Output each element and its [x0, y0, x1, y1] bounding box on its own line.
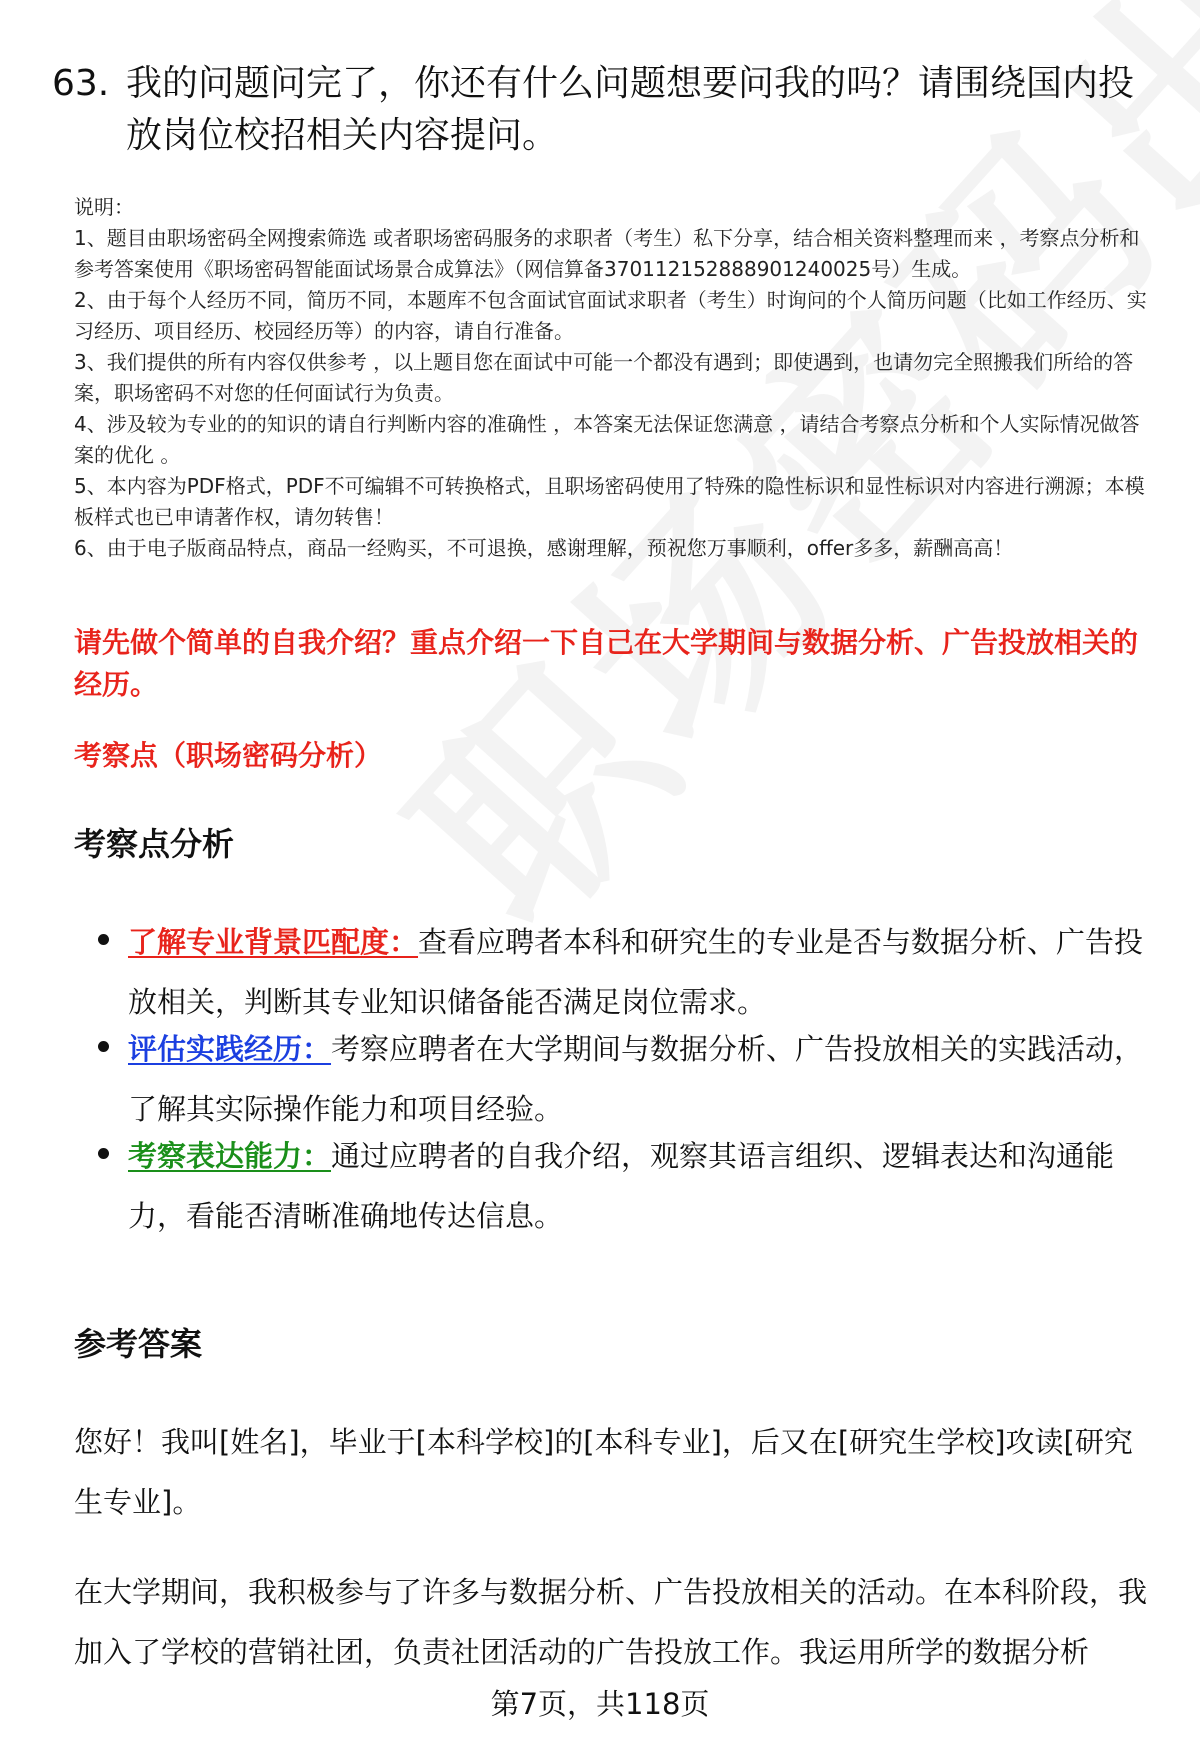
notes-item: 2、由于每个人经历不同，简历不同，本题库不包含面试官面试求职者（考生）时询问的个人简历问题（比如工作经历、实习经历、项目经历、校园经历等）的内容，请自行准备。 — [74, 288, 1147, 343]
bullet-dot — [98, 934, 109, 945]
bullet-body — [128, 1126, 1148, 1246]
bullet-lead: 了解专业背景匹配度： — [128, 925, 419, 959]
bullet-text: 考察应聘者在大学期间与数据分析、广告投放相关的实践活动，了解其实际操作能力和项目经验。 — [128, 1032, 1144, 1126]
analysis-heading: 考察点分析 — [74, 825, 235, 863]
bullet-text: 通过应聘者的自我介绍，观察其语言组织、逻辑表达和沟通能力，看能否清晰准确地传达信息。 — [128, 1139, 1115, 1233]
bullet-lead: 评估实践经历： — [128, 1032, 332, 1066]
analysis-label: 考察点（职场密码分析） — [74, 739, 383, 772]
notes-item: 5、本内容为PDF格式，PDF不可编辑不可转换格式，且职场密码使用了特殊的隐性标识和显性标识对内容进行溯源；本模板样式也已申请著作权，请勿转售！ — [74, 474, 1145, 529]
bullet-text: 查看应聘者本科和研究生的专业是否与数据分析、广告投放相关，判断其专业知识储备能否满足岗位需求。 — [128, 925, 1144, 1019]
question-text: 我的问题问完了，你还有什么问题想要问我的吗？请围绕国内投放岗位校招相关内容提问。 — [126, 63, 1135, 156]
notes-item: 6、由于电子版商品特点，商品一经购买，不可退换，感谢理解，预祝您万事顺利，offer多多，薪酬高高！ — [74, 536, 1014, 560]
notes-title: 说明： — [74, 195, 134, 219]
bullet-dot — [98, 1041, 109, 1052]
notes-item: 4、涉及较为专业的的知识的请自行判断内容的准确性 ，本答案无法保证您满意 ，请结合考察点分析和个人实际情况做答案的优化 。 — [74, 412, 1140, 467]
notes-item: 3、我们提供的所有内容仅供参考 ，以上题目您在面试中可能一个都没有遇到；即使遇到，也请勿完全照搬我们所给的答案，职场密码不对您的任何面试行为负责。 — [74, 350, 1134, 405]
answer-paragraph: 在大学期间，我积极参与了许多与数据分析、广告投放相关的活动。在本科阶段，我加入了学校的营销社团，负责社团活动的广告投放工作。我运用所学的数据分析 — [74, 1575, 1148, 1669]
bullet-body — [128, 1019, 1148, 1139]
bullet-lead: 考察表达能力： — [128, 1139, 332, 1173]
question-number: 63. — [52, 63, 110, 104]
bullet-body — [128, 912, 1148, 1032]
notes-section — [74, 192, 1154, 564]
page-footer: 第7页，共118页 — [490, 1687, 710, 1721]
bullet-dot — [98, 1148, 109, 1159]
answer-paragraph: 您好！我叫[姓名]，毕业于[本科学校]的[本科专业]，后又在[研究生学校]攻读[研究生专业]。 — [74, 1425, 1133, 1519]
answer-heading: 参考答案 — [74, 1325, 203, 1363]
notes-item: 1、题目由职场密码全网搜索筛选 或者职场密码服务的求职者（考生）私下分享，结合相关资料整理而来 ，考察点分析和参考答案使用《职场密码智能面试场景合成算法》（网信算备370112152888901240025号）生成。 — [74, 226, 1140, 281]
sub-question: 请先做个简单的自我介绍？重点介绍一下自己在大学期间与数据分析、广告投放相关的经历。 — [74, 626, 1139, 701]
question-title — [52, 58, 1152, 162]
